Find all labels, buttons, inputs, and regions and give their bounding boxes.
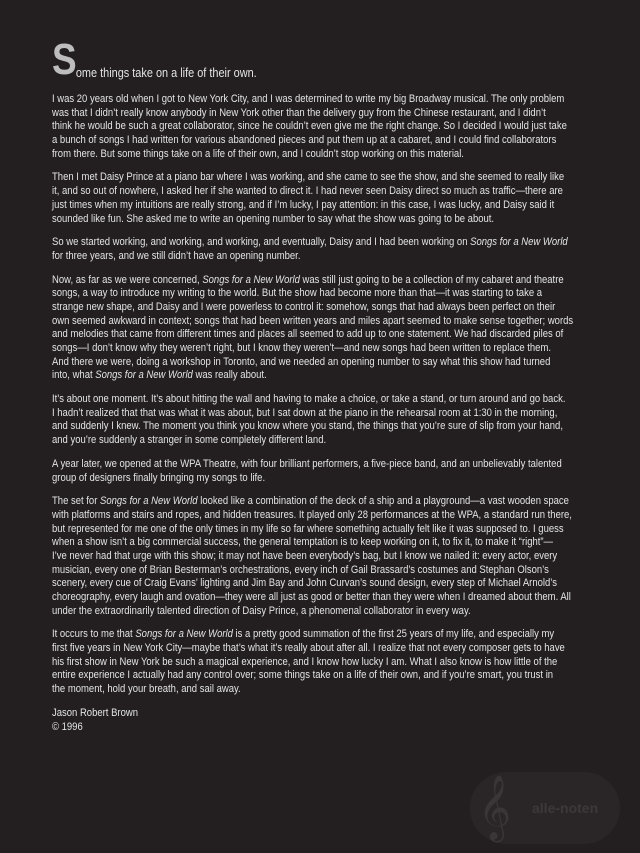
- text-line: [52, 93, 573, 107]
- text-segment: scenery, every cue of Craig Evans’ lighting and Jim Bay and John Curvan’s sound design, every step of Michael Arnold’s: [52, 577, 557, 590]
- text-segment: I was 20 years old when I got to New York City, and I was determined to write my big Broadway musical. The only problem: [52, 93, 565, 105]
- text-segment: into, what: [52, 369, 96, 382]
- italic-title: Songs for a New World: [470, 236, 568, 249]
- watermark-logo: [470, 772, 620, 844]
- text-line: [52, 134, 573, 148]
- text-line: [52, 301, 573, 315]
- text-line: [52, 328, 573, 342]
- text-segment: think he would be such a great collaborator, since he couldn’t even give me the right change. So I decided I would just take: [52, 120, 567, 133]
- text-segment: when a show isn’t a big commercial success, the general temptation is to keep working on it, to fix it, to make it “right”—: [52, 536, 554, 549]
- text-line: [52, 250, 573, 264]
- drop-cap: S: [52, 35, 76, 84]
- signature: [52, 707, 573, 734]
- text-segment: under the extraordinarily talented direction of Daisy Prince, a phenomenal collaborator in every way.: [52, 604, 471, 617]
- text-line: [52, 185, 573, 199]
- text-line: [52, 120, 573, 134]
- text-segment: his first show in New York be such a magical experience, and I know how lucky I am. What I also know is how little of the: [52, 655, 558, 668]
- text-segment: It occurs to me that: [52, 628, 136, 641]
- paragraph: [52, 458, 573, 485]
- text-line: [52, 669, 573, 683]
- author-name: Jason Robert Brown: [52, 706, 138, 719]
- text-segment: I’ve never had that urge with this show; it may not have been everybody’s bag, but I know we nailed it: every actor, every: [52, 549, 558, 562]
- text-segment: looked like a combination of the deck of a ship and a playground—a vast wooden space: [197, 495, 569, 508]
- copyright: © 1996: [52, 720, 83, 733]
- text-segment: with platforms and stairs and ropes, and hidden treasures. It played only 28 performances at the WPA, a standard run there,: [52, 508, 572, 521]
- watermark-text: alle-noten: [532, 800, 599, 816]
- text-line: [52, 509, 573, 523]
- text-segment: a bunch of songs I had written for various abandoned pieces and put them up at a cabaret, and I could find collaborators: [52, 134, 557, 147]
- text-segment: And there we were, doing a workshop in Toronto, and we needed an opening number to say what this show had turned: [52, 355, 551, 368]
- title-text: ome things take on a life of their own.: [75, 65, 257, 80]
- text-segment: and you’re suddenly a stranger in some completely different land.: [52, 434, 327, 447]
- text-segment: songs, a way to introduce my writing to the world. But the show had become more than that—it was starting to take a: [52, 287, 543, 300]
- text-line: [52, 434, 573, 448]
- page-title: [52, 35, 257, 84]
- text-line: [52, 407, 573, 421]
- text-line: [52, 656, 573, 670]
- text-line: [52, 523, 573, 537]
- text-line: [52, 628, 573, 642]
- italic-title: Songs for a New World: [99, 495, 198, 508]
- text-segment: A year later, we opened at the WPA Theatre, with four brilliant performers, a five-piece band, and an unbelievably talented: [52, 457, 562, 470]
- text-line: [52, 274, 573, 288]
- text-segment: The set for: [52, 495, 100, 508]
- text-line: [52, 605, 573, 619]
- text-segment: was really about.: [192, 369, 267, 382]
- text-segment: sounded like fun. She asked me to write an opening number to say what the show was going to be about.: [52, 212, 495, 225]
- text-segment: just times when my intuitions are really strong, and if I’m lucky, I pay attention: in this case, I was lucky, and Daisy said it: [52, 198, 555, 211]
- text-segment: is a pretty good summation of the first 25 years of my life, and especially my: [232, 628, 555, 641]
- italic-title: Songs for a New World: [95, 369, 193, 382]
- text-line: [52, 107, 573, 121]
- text-segment: and suddenly I knew. The moment you think you know where you stand, the things that you’re sure of slip from your hand,: [52, 420, 563, 433]
- text-segment: musician, every one of Brian Besterman’s orchestrations, every inch of Gail Brassard’s costumes and Stephan Olson’s: [52, 563, 549, 576]
- text-segment: was still just going to be a collection of my cabaret and theatre: [299, 273, 564, 286]
- text-line: [52, 356, 573, 370]
- paragraph: [52, 495, 573, 618]
- text-segment: it, and so out of nowhere, I asked her if she wanted to direct it. I had never seen Daisy direct so much as traffic—there are: [52, 185, 563, 198]
- text-segment: Then I met Daisy Prince at a piano bar where I was working, and she came to see the show, and she seemed to really like: [52, 171, 565, 184]
- text-segment: Now, as far as we were concerned,: [52, 273, 203, 286]
- paragraph: [52, 628, 573, 696]
- text-segment: own seemed awkward in context; songs that had been written years and miles apart seemed to make sense together; words: [52, 314, 574, 327]
- text-line: [52, 199, 573, 213]
- treble-clef-icon: 𝄞: [478, 775, 512, 840]
- text-segment: the moment, hold your breath, and sail away.: [52, 683, 241, 696]
- text-line: [52, 536, 573, 550]
- text-line: [52, 577, 573, 591]
- text-line: [52, 458, 573, 472]
- text-line: [52, 420, 573, 434]
- text-segment: group of designers finally bringing my songs to life.: [52, 471, 266, 484]
- text-segment: first five years in New York City—maybe that’s what it’s really about after all. I realize that not every composer gets to have: [52, 642, 565, 655]
- italic-title: Songs for a New World: [202, 273, 300, 286]
- paragraph: [52, 274, 573, 384]
- document-body: [52, 93, 573, 734]
- text-segment: So we started working, and working, and working, and eventually, Daisy and I had been working on: [52, 236, 471, 249]
- text-segment: for three years, and we still didn’t have an opening number.: [52, 249, 301, 262]
- text-segment: strange new shape, and Daisy and I were powerless to control it: somehow, songs that had always been perfect on their: [52, 300, 556, 313]
- text-line: [52, 342, 573, 356]
- italic-title: Songs for a New World: [135, 628, 233, 641]
- text-line: [52, 550, 573, 564]
- text-line: [52, 171, 573, 185]
- text-line: [52, 148, 573, 162]
- paragraph: [52, 393, 573, 448]
- text-segment: but represented for me one of the only times in my life so far where something actually felt like it was supposed to. I guess: [52, 522, 564, 535]
- text-line: [52, 287, 573, 301]
- text-segment: It’s about one moment. It’s about hitting the wall and having to make a choice, or take a stand, or turn around and go back.: [52, 393, 566, 406]
- text-segment: from there. But some things take on a life of their own, and I couldn’t stop working on this material.: [52, 147, 464, 160]
- text-line: [52, 236, 573, 250]
- paragraph: [52, 93, 573, 161]
- text-line: [52, 472, 573, 486]
- text-line: [52, 564, 573, 578]
- paragraph: [52, 171, 573, 226]
- text-line: [52, 393, 573, 407]
- text-segment: choreography, every laugh and ovation—they were all just as good or better than they were when I dreamed about them. All: [52, 591, 571, 603]
- text-segment: I hadn’t realized that that was what it was about, but I sat down at the piano in the rehearsal room at 1:30 in the morning,: [52, 406, 558, 419]
- text-line: [52, 213, 573, 227]
- text-line: [52, 369, 573, 383]
- text-segment: was that I didn’t really know anybody in New York other than the delivery guy from the Chinese restaurant, and I didn’t: [52, 106, 546, 119]
- text-line: [52, 591, 573, 605]
- text-segment: and melodies that came from different times and places all seemed to add up to one statement. We had discarded piles of: [52, 328, 564, 341]
- paragraphs: [52, 93, 573, 697]
- text-line: [52, 315, 573, 329]
- text-line: [52, 683, 573, 697]
- text-segment: entire experience I actually had any control over; some things take on a life of their own, and if you’re smart, you trust in: [52, 669, 554, 682]
- text-line: [52, 495, 573, 509]
- text-line: [52, 642, 573, 656]
- text-segment: songs—I don’t know why they weren’t right, but I know they weren’t—and new songs had been written to replace them.: [52, 342, 551, 354]
- paragraph: [52, 236, 573, 263]
